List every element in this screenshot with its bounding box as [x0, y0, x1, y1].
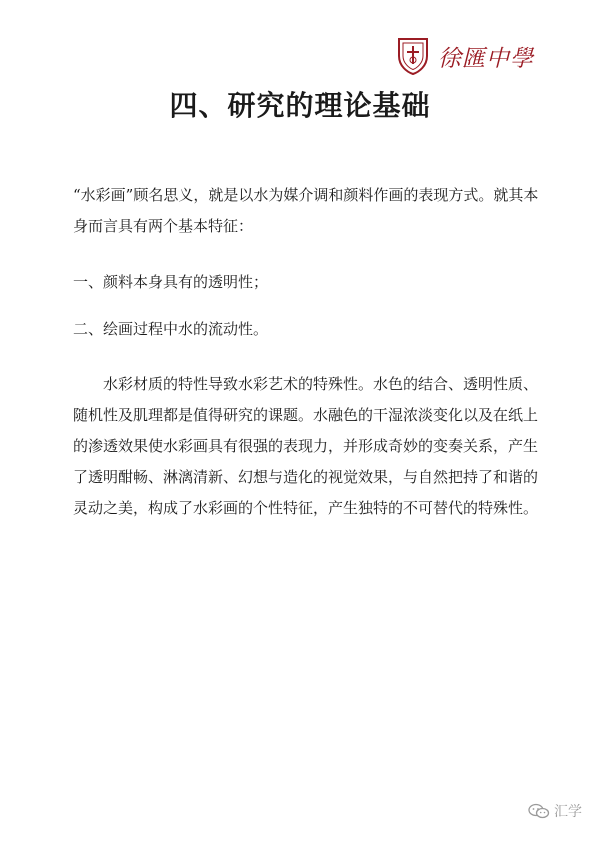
paragraph-feature-1 [73, 267, 543, 298]
paragraph-feature-1-text: 一、颜料本身具有的透明性； [73, 273, 269, 291]
paragraph-intro-text: “水彩画”顾名思义，就是以水为媒介调和颜料作画的表现方式。就其本身而言具有两个基本特征： [73, 186, 539, 235]
school-seal-icon [396, 36, 430, 76]
page-title: 四、研究的理论基础 [169, 89, 431, 122]
school-logo [396, 34, 546, 78]
paragraph-feature-2-text: 二、绘画过程中水的流动性。 [73, 320, 269, 338]
watermark [528, 801, 582, 821]
paragraph-intro [73, 180, 543, 242]
wechat-icon [528, 803, 550, 819]
paragraph-main-text: 水彩材质的特性导致水彩艺术的特殊性。水色的结合、透明性质、随机性及肌理都是值得研究的课题。水融色的干湿浓淡变化以及在纸上的渗透效果使水彩画具有很强的表现力，并形成奇妙的变奏关系，产生了透明酣畅、淋漓清新、幻想与造化的视觉效果，与自然把持了和谐的灵动之美，构成了水彩画的个性特征，产生独特的不可替代的特殊性。 [73, 375, 539, 517]
paragraph-feature-2 [73, 314, 543, 345]
school-name-logo-text: 徐匯中學 [438, 45, 534, 72]
paragraph-main [73, 369, 543, 524]
watermark-text: 汇学 [554, 804, 582, 820]
